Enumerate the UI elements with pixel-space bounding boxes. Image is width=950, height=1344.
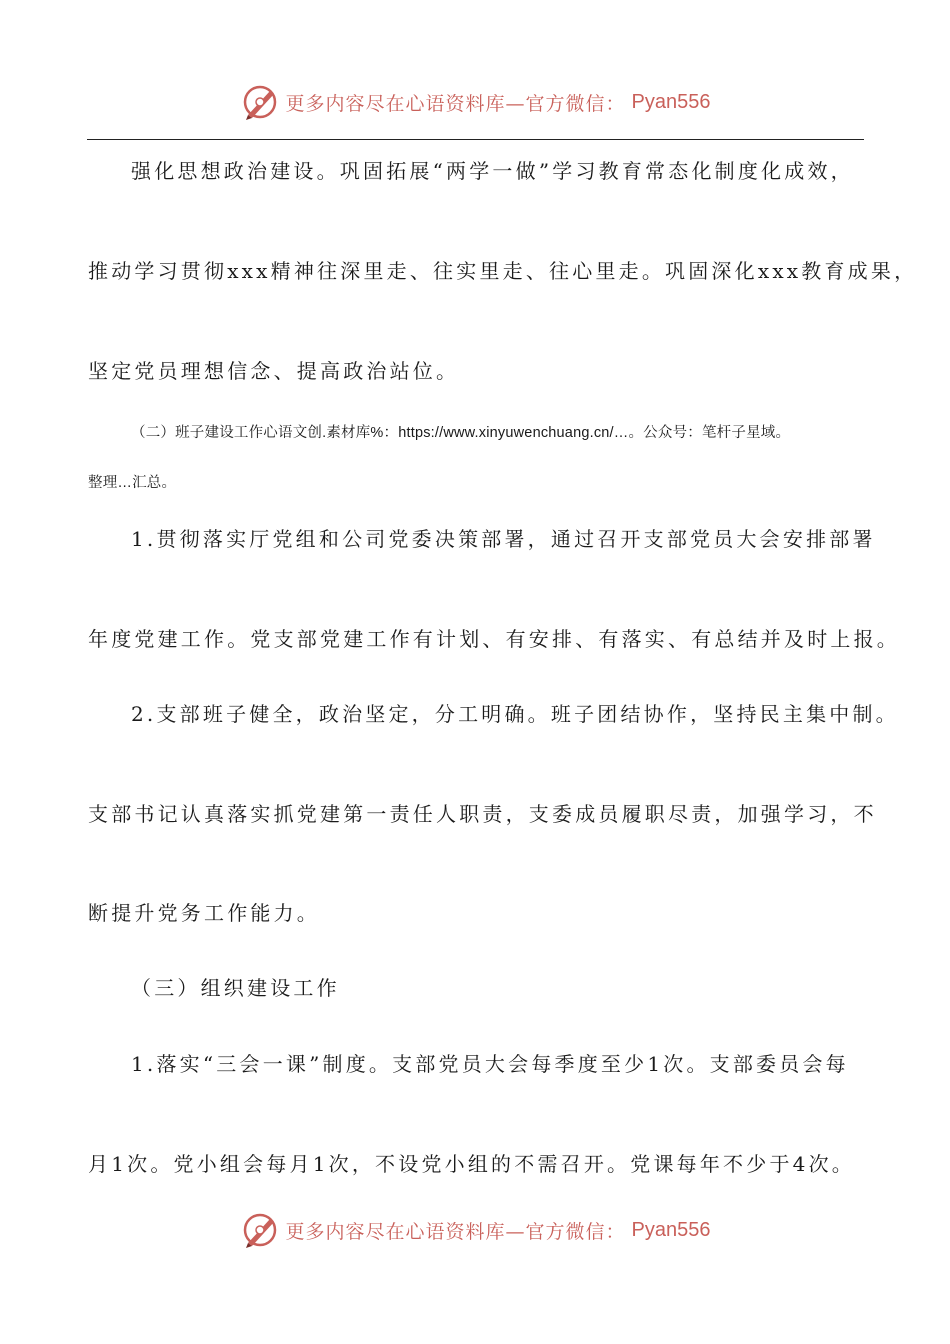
paragraph-line: 强化思想政治建设。巩固拓展“两学一做”学习教育常态化制度化成效， [131,159,854,183]
section-heading-2: （二）班子建设工作心语文创.素材库%：https://www.xinyuwenchuang.cn/…。公众号：笔杆子星域。 [131,425,791,441]
paragraph-line: 月1次。党小组会每月1次，不设党小组的不需召开。党课每年不少于4次。 [88,1152,855,1176]
banner-text: 更多内容尽在心语资料库—官方微信： [285,1220,626,1243]
paragraph-line: 1.贯彻落实厅党组和公司党委决策部署，通过召开支部党员大会安排部署 [131,527,876,551]
banner-wechat-id: Pyan556 [631,90,711,113]
pen-logo-icon [240,1210,280,1250]
paragraph-line: 推动学习贯彻xxx精神往深里走、往实里走、往心里走。巩固深化xxx教育成果， [88,259,918,283]
paragraph-line: 年度党建工作。党支部党建工作有计划、有安排、有落实、有总结并及时上报。 [88,627,900,651]
paragraph-line: 整理…汇总。 [88,475,177,491]
header-divider [87,139,864,140]
banner-text: 更多内容尽在心语资料库—官方微信： [285,92,626,115]
paragraph-line: 断提升党务工作能力。 [88,901,320,925]
paragraph-line: 2.支部班子健全，政治坚定，分工明确。班子团结协作，坚持民主集中制。 [131,702,899,726]
paragraph-line: 坚定党员理想信念、提高政治站位。 [88,359,460,383]
section-heading-3: （三）组织建设工作 [131,976,340,1000]
footer-banner [0,1208,950,1252]
paragraph-line: 支部书记认真落实抓党建第一责任人职责，支委成员履职尽责，加强学习，不 [88,802,877,826]
banner-wechat-id: Pyan556 [631,1218,711,1241]
pen-logo-icon [240,82,280,122]
paragraph-line: 1.落实“三会一课”制度。支部党员大会每季度至少1次。支部委员会每 [131,1052,849,1076]
header-banner [0,80,950,124]
